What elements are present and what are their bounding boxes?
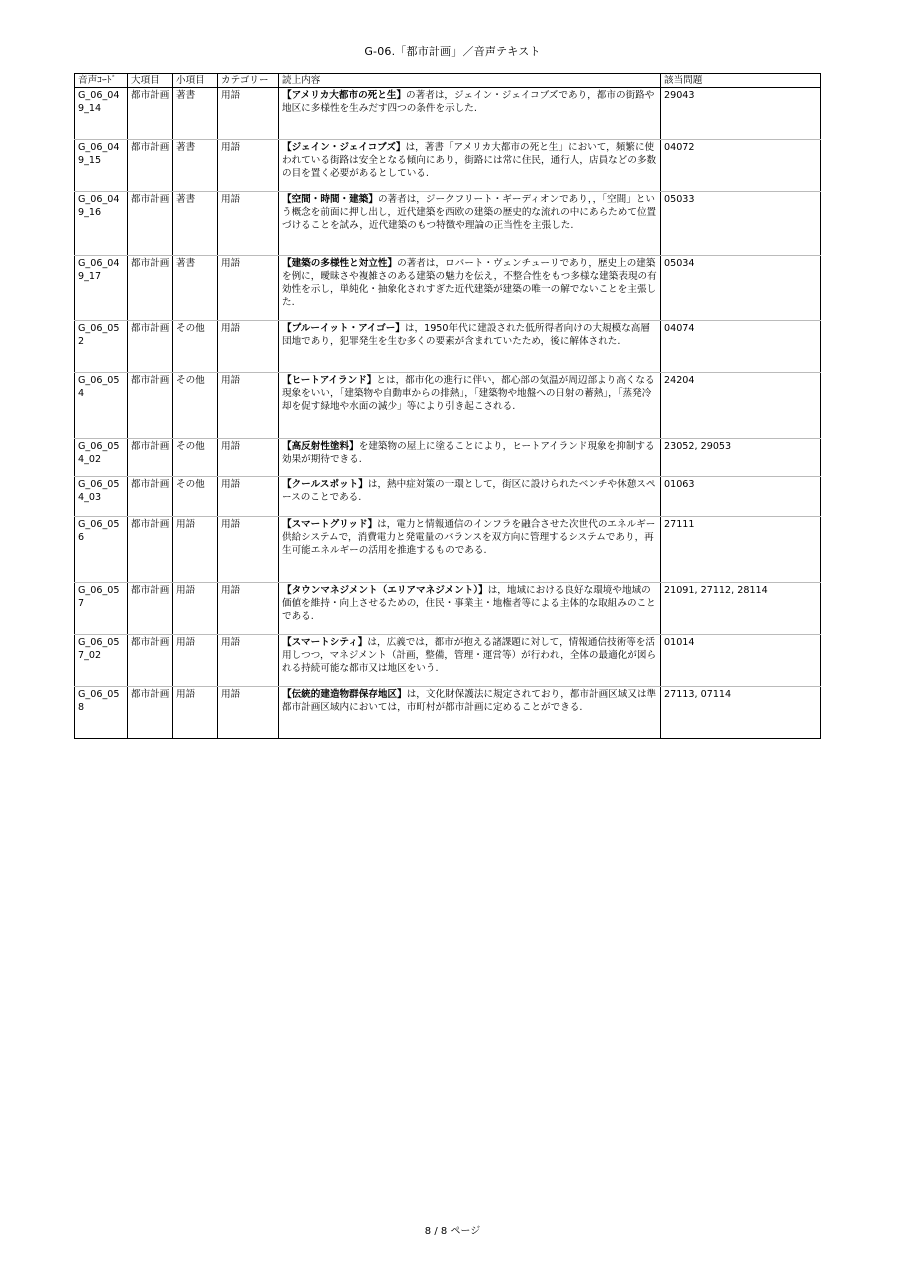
table-row (75, 477, 821, 517)
cell-category: 用語 (218, 256, 279, 321)
table-row (75, 583, 821, 635)
content-text: の著者は，ロバート・ヴェンチューリであり，歴史上の建築を例に，曖昧さや複雑さのある建築の魅力を伝え，不整合性をもつ多様な建築表現の有効性を示し，単純化・抽象化されすぎた近代建築が建築の唯一の解でないことを主張した. (282, 258, 657, 308)
term-label: 【スマートグリッド】 (282, 519, 378, 530)
table-row (75, 687, 821, 739)
term-label: 【高反射性塗料】 (282, 441, 359, 452)
column-header-minor: 小項目 (173, 74, 218, 88)
cell-minor: 用語 (173, 635, 218, 687)
table-row (75, 635, 821, 687)
cell-refs: 01063 (661, 477, 821, 517)
table-row (75, 439, 821, 477)
cell-minor: 著書 (173, 256, 218, 321)
content-text: は，広義では，都市が抱える諸課題に対して，情報通信技術等を活用しつつ，マネジメント（計画，整備，管理・運営等）が行われ，全体の最適化が図られる持続可能な都市又は地区をいう. (282, 637, 657, 674)
page-title: G-06.「都市計画」／音声テキスト (364, 45, 541, 58)
cell-content (279, 583, 661, 635)
term-label: 【ジェイン・ジェイコブズ】 (282, 142, 406, 153)
cell-category: 用語 (218, 88, 279, 140)
cell-major: 都市計画 (128, 321, 173, 373)
cell-code: G_06_052 (75, 321, 128, 373)
cell-major: 都市計画 (128, 517, 173, 583)
column-header-content: 読上内容 (279, 74, 661, 88)
table-row (75, 140, 821, 192)
cell-major: 都市計画 (128, 687, 173, 739)
content-text: は，著書「アメリカ大都市の死と生」において，頻繁に使われている街路は安全となる傾向にあり，街路には常に住民，通行人，店員などの多数の目を置く必要があるとしている. (282, 142, 657, 179)
cell-content (279, 517, 661, 583)
term-label: 【クールスポット】 (282, 479, 368, 490)
cell-content (279, 687, 661, 739)
cell-major: 都市計画 (128, 635, 173, 687)
term-label: 【伝統的建造物群保存地区】 (282, 689, 407, 700)
term-label: 【タウンマネジメント（エリアマネジメント）】 (282, 585, 488, 596)
term-label: 【ヒートアイランド】 (282, 375, 377, 386)
cell-minor: その他 (173, 477, 218, 517)
audio-text-table (74, 73, 821, 739)
cell-code: G_06_058 (75, 687, 128, 739)
cell-category: 用語 (218, 439, 279, 477)
term-label: 【スマートシティ】 (282, 637, 368, 648)
cell-major: 都市計画 (128, 373, 173, 439)
column-header-category: カテゴリー (218, 74, 279, 88)
cell-major: 都市計画 (128, 583, 173, 635)
cell-code: G_06_054_02 (75, 439, 128, 477)
cell-content (279, 192, 661, 256)
cell-code: G_06_054 (75, 373, 128, 439)
content-text: とは，都市化の進行に伴い，都心部の気温が周辺部より高くなる現象をいい，「建築物や自動車からの排熱」，「建築物や地盤への日射の蓄熱」，「蒸発冷却を促す緑地や水面の減少」等により引き起こされる. (282, 375, 655, 412)
cell-code: G_06_054_03 (75, 477, 128, 517)
cell-category: 用語 (218, 635, 279, 687)
cell-refs: 21091, 27112, 28114 (661, 583, 821, 635)
table-header-row (75, 74, 821, 88)
table-row (75, 88, 821, 140)
content-text: は，熱中症対策の一環として，街区に設けられたベンチや休憩スペースのことである. (282, 479, 656, 503)
cell-content (279, 256, 661, 321)
cell-refs: 04074 (661, 321, 821, 373)
cell-major: 都市計画 (128, 192, 173, 256)
cell-category: 用語 (218, 687, 279, 739)
term-label: 【空間・時間・建築】 (282, 194, 378, 205)
cell-code: G_06_057 (75, 583, 128, 635)
cell-minor: 著書 (173, 140, 218, 192)
cell-category: 用語 (218, 373, 279, 439)
cell-content (279, 140, 661, 192)
cell-code: G_06_056 (75, 517, 128, 583)
content-text: は，文化財保護法に規定されており，都市計画区域又は準都市計画区域内においては，市町村が都市計画に定めることができる. (282, 689, 657, 713)
cell-content (279, 88, 661, 140)
cell-refs: 01014 (661, 635, 821, 687)
term-label: 【アメリカ大都市の死と生】 (282, 90, 407, 101)
cell-refs: 27111 (661, 517, 821, 583)
cell-category: 用語 (218, 477, 279, 517)
cell-code: G_06_049_16 (75, 192, 128, 256)
content-text: の著者は，ジェイン・ジェイコブズであり，都市の街路や地区に多様性を生みだす四つの条件を示した. (282, 90, 655, 114)
cell-category: 用語 (218, 140, 279, 192)
cell-refs: 24204 (661, 373, 821, 439)
cell-category: 用語 (218, 321, 279, 373)
cell-minor: 用語 (173, 517, 218, 583)
cell-minor: 著書 (173, 88, 218, 140)
content-text: は，電力と情報通信のインフラを融合させた次世代のエネルギー供給システムで，消費電力と発電量のバランスを双方向に管理するシステムであり，再生可能エネルギーの活用を推進するものである. (282, 519, 656, 556)
cell-refs: 05034 (661, 256, 821, 321)
cell-code: G_06_049_17 (75, 256, 128, 321)
table-row (75, 192, 821, 256)
cell-refs: 05033 (661, 192, 821, 256)
cell-major: 都市計画 (128, 477, 173, 517)
cell-code: G_06_049_14 (75, 88, 128, 140)
cell-minor: 用語 (173, 583, 218, 635)
table-row (75, 373, 821, 439)
table-row (75, 517, 821, 583)
cell-category: 用語 (218, 192, 279, 256)
cell-refs: 23052, 29053 (661, 439, 821, 477)
column-header-refs: 該当問題 (661, 74, 821, 88)
content-text: を建築物の屋上に塗ることにより，ヒートアイランド現象を抑制する効果が期待できる. (282, 441, 655, 465)
content-text: の著者は，ジークフリート・ギーディオンであり，，「空間」という概念を前面に押し出し，近代建築を西欧の建築の歴史的な流れの中にあらためて位置づけることを試み，近代建築のもつ特徴や理論の正当性を主張した. (282, 194, 657, 231)
cell-major: 都市計画 (128, 439, 173, 477)
content-text: は，地域における良好な環境や地域の価値を維持・向上させるための，住民・事業主・地権者等による主体的な取組みのことである. (282, 585, 656, 622)
term-label: 【建築の多様性と対立性】 (282, 258, 398, 269)
cell-minor: 用語 (173, 687, 218, 739)
cell-code: G_06_057_02 (75, 635, 128, 687)
cell-major: 都市計画 (128, 88, 173, 140)
cell-content (279, 477, 661, 517)
column-header-major: 大項目 (128, 74, 173, 88)
cell-content (279, 635, 661, 687)
cell-minor: その他 (173, 373, 218, 439)
table-row (75, 256, 821, 321)
cell-major: 都市計画 (128, 256, 173, 321)
cell-refs: 27113, 07114 (661, 687, 821, 739)
cell-refs: 29043 (661, 88, 821, 140)
cell-minor: その他 (173, 321, 218, 373)
table-row (75, 321, 821, 373)
cell-major: 都市計画 (128, 140, 173, 192)
page-number: 8 / 8 ページ (424, 1226, 481, 1237)
cell-minor: 著書 (173, 192, 218, 256)
cell-content (279, 373, 661, 439)
cell-code: G_06_049_15 (75, 140, 128, 192)
cell-minor: その他 (173, 439, 218, 477)
cell-category: 用語 (218, 583, 279, 635)
cell-category: 用語 (218, 517, 279, 583)
cell-refs: 04072 (661, 140, 821, 192)
cell-content (279, 439, 661, 477)
column-header-code: 音声ｺｰﾄﾞ (75, 74, 128, 88)
content-text: は，1950年代に建設された低所得者向けの大規模な高層団地であり，犯罪発生を生む多くの要素が含まれていたため，後に解体された. (282, 323, 650, 347)
cell-content (279, 321, 661, 373)
term-label: 【プルーイット・アイゴー】 (282, 323, 405, 334)
